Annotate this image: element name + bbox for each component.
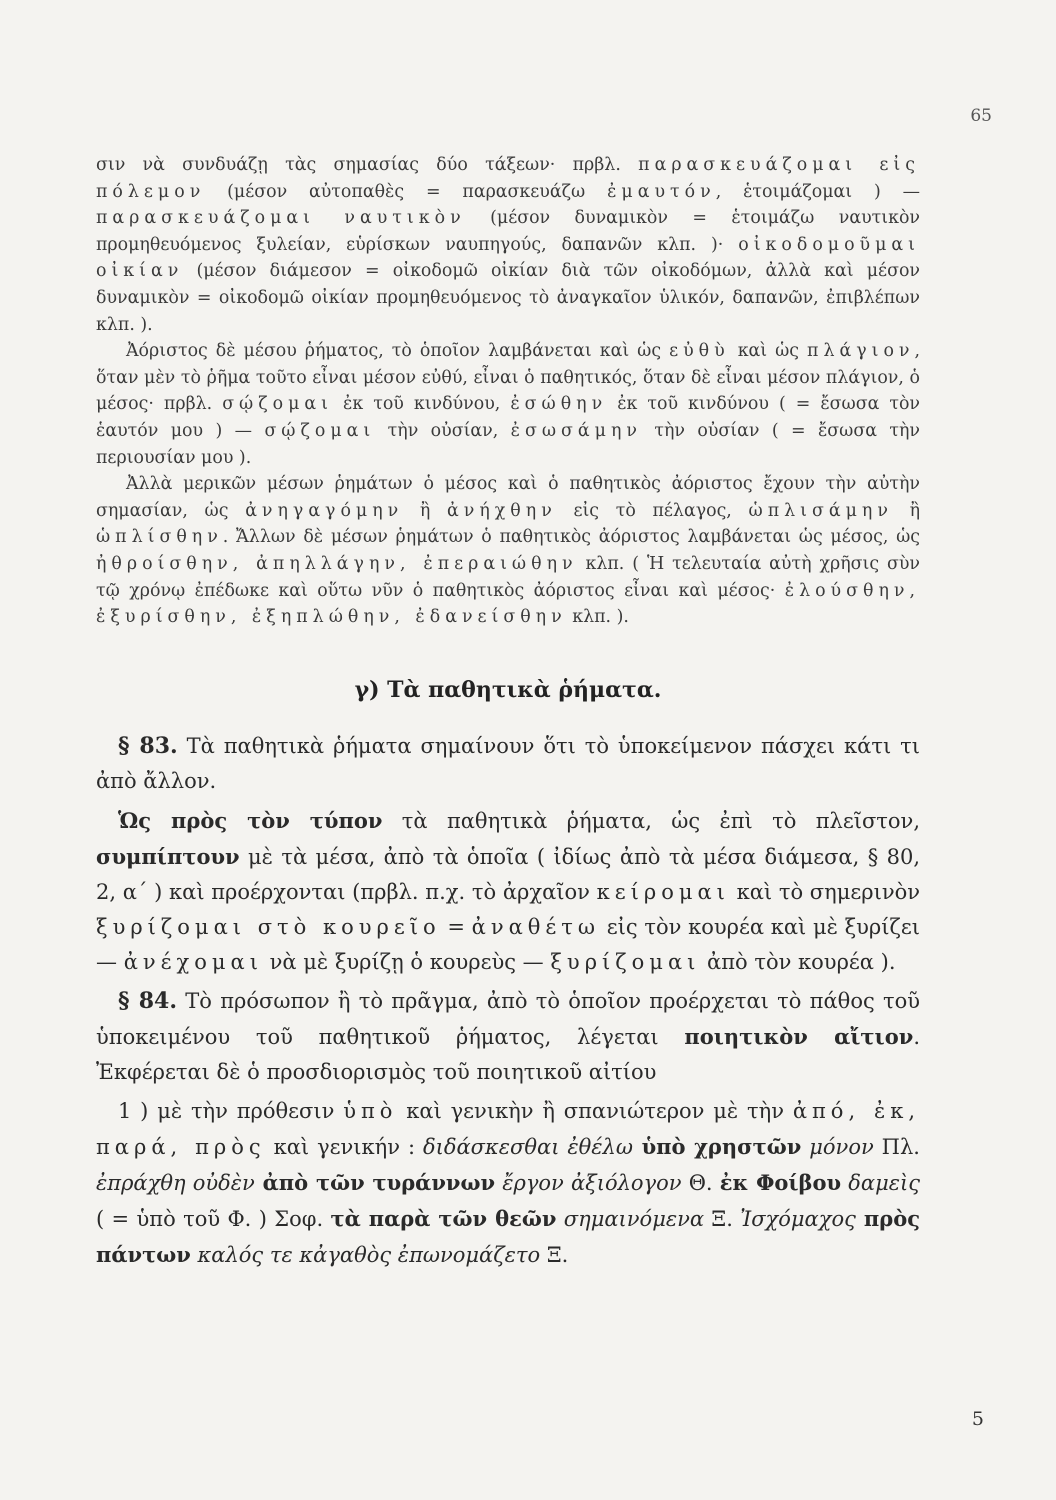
italic-quote: σημαινόμενα xyxy=(556,1206,705,1231)
text-run: . Ἐκφέρεται δὲ ὁ προσδιορισμὸς τοῦ ποιητικοῦ αἰτίου xyxy=(96,1024,920,1084)
page-body xyxy=(96,152,920,1273)
paragraph-aorist xyxy=(96,338,920,471)
spaced-example: εὐθὺ xyxy=(669,341,730,362)
section-83 xyxy=(96,729,920,799)
text-run: καὶ ὡς xyxy=(729,341,808,362)
spaced-example: κείρομαι xyxy=(596,879,730,904)
text-run: εἰς τὸ πέλαγος, xyxy=(556,500,749,521)
italic-quote: δαμεὶς xyxy=(841,1170,920,1195)
bold-term: Ὡς πρὸς τὸν τύπον xyxy=(118,807,383,833)
spaced-example: ξυρίζομαι xyxy=(550,949,701,974)
text-run: καὶ γενικήν : xyxy=(265,1134,423,1159)
text-run: σιν νὰ συνδυάζῃ τὰς σημασίας δύο τάξεων· πρβλ. xyxy=(96,155,639,175)
spaced-example: ἐσωσάμην xyxy=(510,420,642,441)
bold-term: συμπίπτουν xyxy=(96,843,240,869)
bold-term: ποιητικὸν αἴτιον xyxy=(684,1023,914,1049)
text-run: ἐκ τοῦ κινδύνου ( = ἔσωσα τὸν ἑαυτόν μου ) — xyxy=(96,394,921,441)
text-run: κλπ. ( Ἡ τελευταία αὐτὴ χρῆσις σὺν τῷ χρόνῳ ἐπέδωκε καὶ οὕτω νῦν ὁ παθητικὸς ἀόριστος εἶναι καὶ μέσος· xyxy=(96,553,920,601)
bold-term: ὑπὸ χρηστῶν xyxy=(633,1133,802,1159)
text-run: τὴν οὐσίαν ( = ἔσωσα τὴν περιουσίαν μου ). xyxy=(96,420,920,468)
section-heading: γ) Τὰ παθητικὰ ῥήματα. xyxy=(354,676,662,703)
spaced-example: ἐμαυτόν xyxy=(607,181,716,202)
section-number: § 83. xyxy=(118,732,178,759)
italic-quote: ἐπράχθη οὐδὲν xyxy=(96,1170,255,1195)
spaced-example: ὡπλισάμην xyxy=(748,500,893,521)
italic-quote: μόνον xyxy=(801,1134,874,1159)
spaced-example: ἀνέχομαι xyxy=(123,949,263,974)
spaced-example: σῴζομαι xyxy=(264,420,376,441)
text-run: ἐκ τοῦ κινδύνου, xyxy=(333,394,511,415)
spaced-example: ἀνηγαγόμην xyxy=(245,500,404,521)
text-run: Ἀλλὰ μερικῶν μέσων ῥημάτων ὁ μέσος καὶ ὁ παθητικὸς ἀόριστος ἔχουν τὴν αὐτὴν σημασίαν, ὡς xyxy=(96,474,920,521)
list-item-1 xyxy=(96,1094,920,1273)
text-run: (μέσον διάμεσον = οἰκοδομῶ οἰκίαν διὰ τῶν οἰκοδόμων, ἀλλὰ καὶ μέσον δυναμικὸν = οἰκοδομῶ οἰκίαν προμηθευόμενος τὸ ἀναγκαῖον ὑλικόν, δαπανῶν, ἐπιβλέπων κλπ. ). xyxy=(96,261,920,335)
signature-mark: 5 xyxy=(971,1408,984,1430)
bold-term: ἀπὸ τῶν τυράννων xyxy=(254,1169,496,1195)
spaced-example: ἀνήχθην xyxy=(447,500,557,521)
text-run: ἢ xyxy=(892,500,921,521)
paragraph-form xyxy=(96,803,920,980)
bold-term: ἐκ Φοίβου xyxy=(719,1169,842,1195)
text-run: Τὰ παθητικὰ ῥήματα σημαίνουν ὅτι τὸ ὑποκείμενον πάσχει κάτι τι ἀπὸ ἄλλον. xyxy=(96,733,920,793)
text-run: εἰς τὸν κουρέα καὶ μὲ ξυρίζει — xyxy=(96,914,920,974)
section-84 xyxy=(96,984,920,1090)
paragraph-middle-voice-examples xyxy=(96,152,920,338)
spaced-example: οἰκοδομοῦμαι οἰκίαν xyxy=(96,234,920,282)
spaced-example: ἀπό, ἐκ, παρά, πρὸς xyxy=(96,1098,921,1159)
text-run: νὰ μὲ ξυρίζῃ ὁ κουρεὺς — xyxy=(262,949,551,974)
text-run: Ξ. xyxy=(704,1206,741,1231)
spaced-example: ξυρίζομαι στὸ κουρεῖο xyxy=(96,914,441,939)
bold-term: πρὸς πάντων xyxy=(96,1205,920,1267)
bold-term: τὰ παρὰ τῶν θεῶν xyxy=(330,1205,557,1231)
text-run: , ὅταν μὲν τὸ ῥῆμα τοῦτο εἶναι μέσον εὐθύ, εἶναι ὁ παθητικός, ὅταν δὲ εἶναι μέσον πλάγιον, ὁ μέσος· πρβλ. xyxy=(96,341,921,415)
text-run: καὶ γενικὴν ἢ σπανιώτερον μὲ τὴν xyxy=(397,1098,793,1123)
text-run: Τὸ πρόσωπον ἢ τὸ πρᾶγμα, ἀπὸ τὸ ὁποῖον προέρχεται τὸ πάθος τοῦ ὑποκειμένου τοῦ παθητικοῦ ῥήματος, λέγεται xyxy=(96,988,920,1049)
italic-quote: καλός τε κἀγαθὸς ἐπωνομάζετο xyxy=(190,1242,541,1267)
text-run: 1 ) μὲ τὴν πρόθεσιν xyxy=(118,1098,344,1123)
spaced-example: ἐσώθην xyxy=(510,394,608,415)
text-run: . Ἄλλων δὲ μέσων ῥημάτων ὁ παθητικὸς ἀόριστος λαμβάνεται ὡς μέσος, ὡς xyxy=(222,527,920,548)
text-run: Θ. xyxy=(681,1170,720,1195)
italic-quote: διδάσκεσθαι ἐθέλω xyxy=(422,1134,633,1159)
text-run: Ἀόριστος δὲ μέσου ῥήματος, τὸ ὁποῖον λαμβάνεται καὶ ὡς xyxy=(126,341,670,362)
text-run: κλπ. ). xyxy=(566,607,629,628)
spaced-example: ἠθροίσθην, ἀπηλλάγην, ἐπεραιώθην xyxy=(96,553,578,574)
spaced-example: ὡπλίσθην xyxy=(96,527,223,548)
text-run: ( = ὑπὸ τοῦ Φ. ) Σοφ. xyxy=(96,1206,331,1231)
text-run: τὰ παθητικὰ ῥήματα, ὡς ἐπὶ τὸ πλεῖστον, xyxy=(382,808,920,833)
spaced-example: ὑπὸ xyxy=(343,1098,398,1123)
spaced-example: παρασκευάζομαι ναυτικὸν xyxy=(96,208,466,229)
text-run: ἢ xyxy=(403,500,448,521)
text-run: (μέσον αὐτοπαθὲς = παρασκευάζω xyxy=(205,181,608,202)
spaced-example: σῴζομαι xyxy=(222,394,333,415)
italic-quote: Ἰσχόμαχος xyxy=(740,1206,856,1231)
text-run: καὶ τὸ σημερινὸν xyxy=(729,879,921,904)
text-run: Ξ. xyxy=(540,1242,569,1267)
text-run: , ἑτοιμάζομαι ) — xyxy=(715,181,920,202)
text-run: τὴν οὐσίαν, xyxy=(375,420,511,441)
spaced-example: ἐλούσθην, ἐξυρίσθην, ἐξηπλώθην, ἐδανείσθην xyxy=(96,580,920,628)
section-number: § 84. xyxy=(118,987,178,1014)
spaced-example: παρασκευάζομαι εἰς πόλεμον xyxy=(96,155,920,202)
spaced-example: ἀναθέτω xyxy=(471,914,601,939)
text-run: μὲ τὰ μέσα, ἀπὸ τὰ ὁποῖα ( ἰδίως ἀπὸ τὰ μέσα διάμεσα, § 80, 2, α΄ ) καὶ προέρχονται (πρβλ. π.χ. τὸ ἀρχαῖον xyxy=(96,844,920,904)
text-run: Πλ. xyxy=(873,1134,920,1159)
italic-quote: ἔργον ἀξιόλογον xyxy=(495,1170,682,1195)
paragraph-shared-meaning xyxy=(96,471,920,631)
text-run: ἀπὸ τὸν κουρέα ). xyxy=(700,949,896,974)
spaced-example: πλάγιον xyxy=(807,341,915,362)
text-run: (μέσον δυναμικὸν = ἑτοιμάζω ναυτικὸν προμηθευόμενος ξυλείαν, εὑρίσκων ναυπηγούς, δαπανῶν κλπ. )· xyxy=(96,208,920,255)
text-run: = xyxy=(440,914,472,939)
page-number: 65 xyxy=(970,106,992,126)
